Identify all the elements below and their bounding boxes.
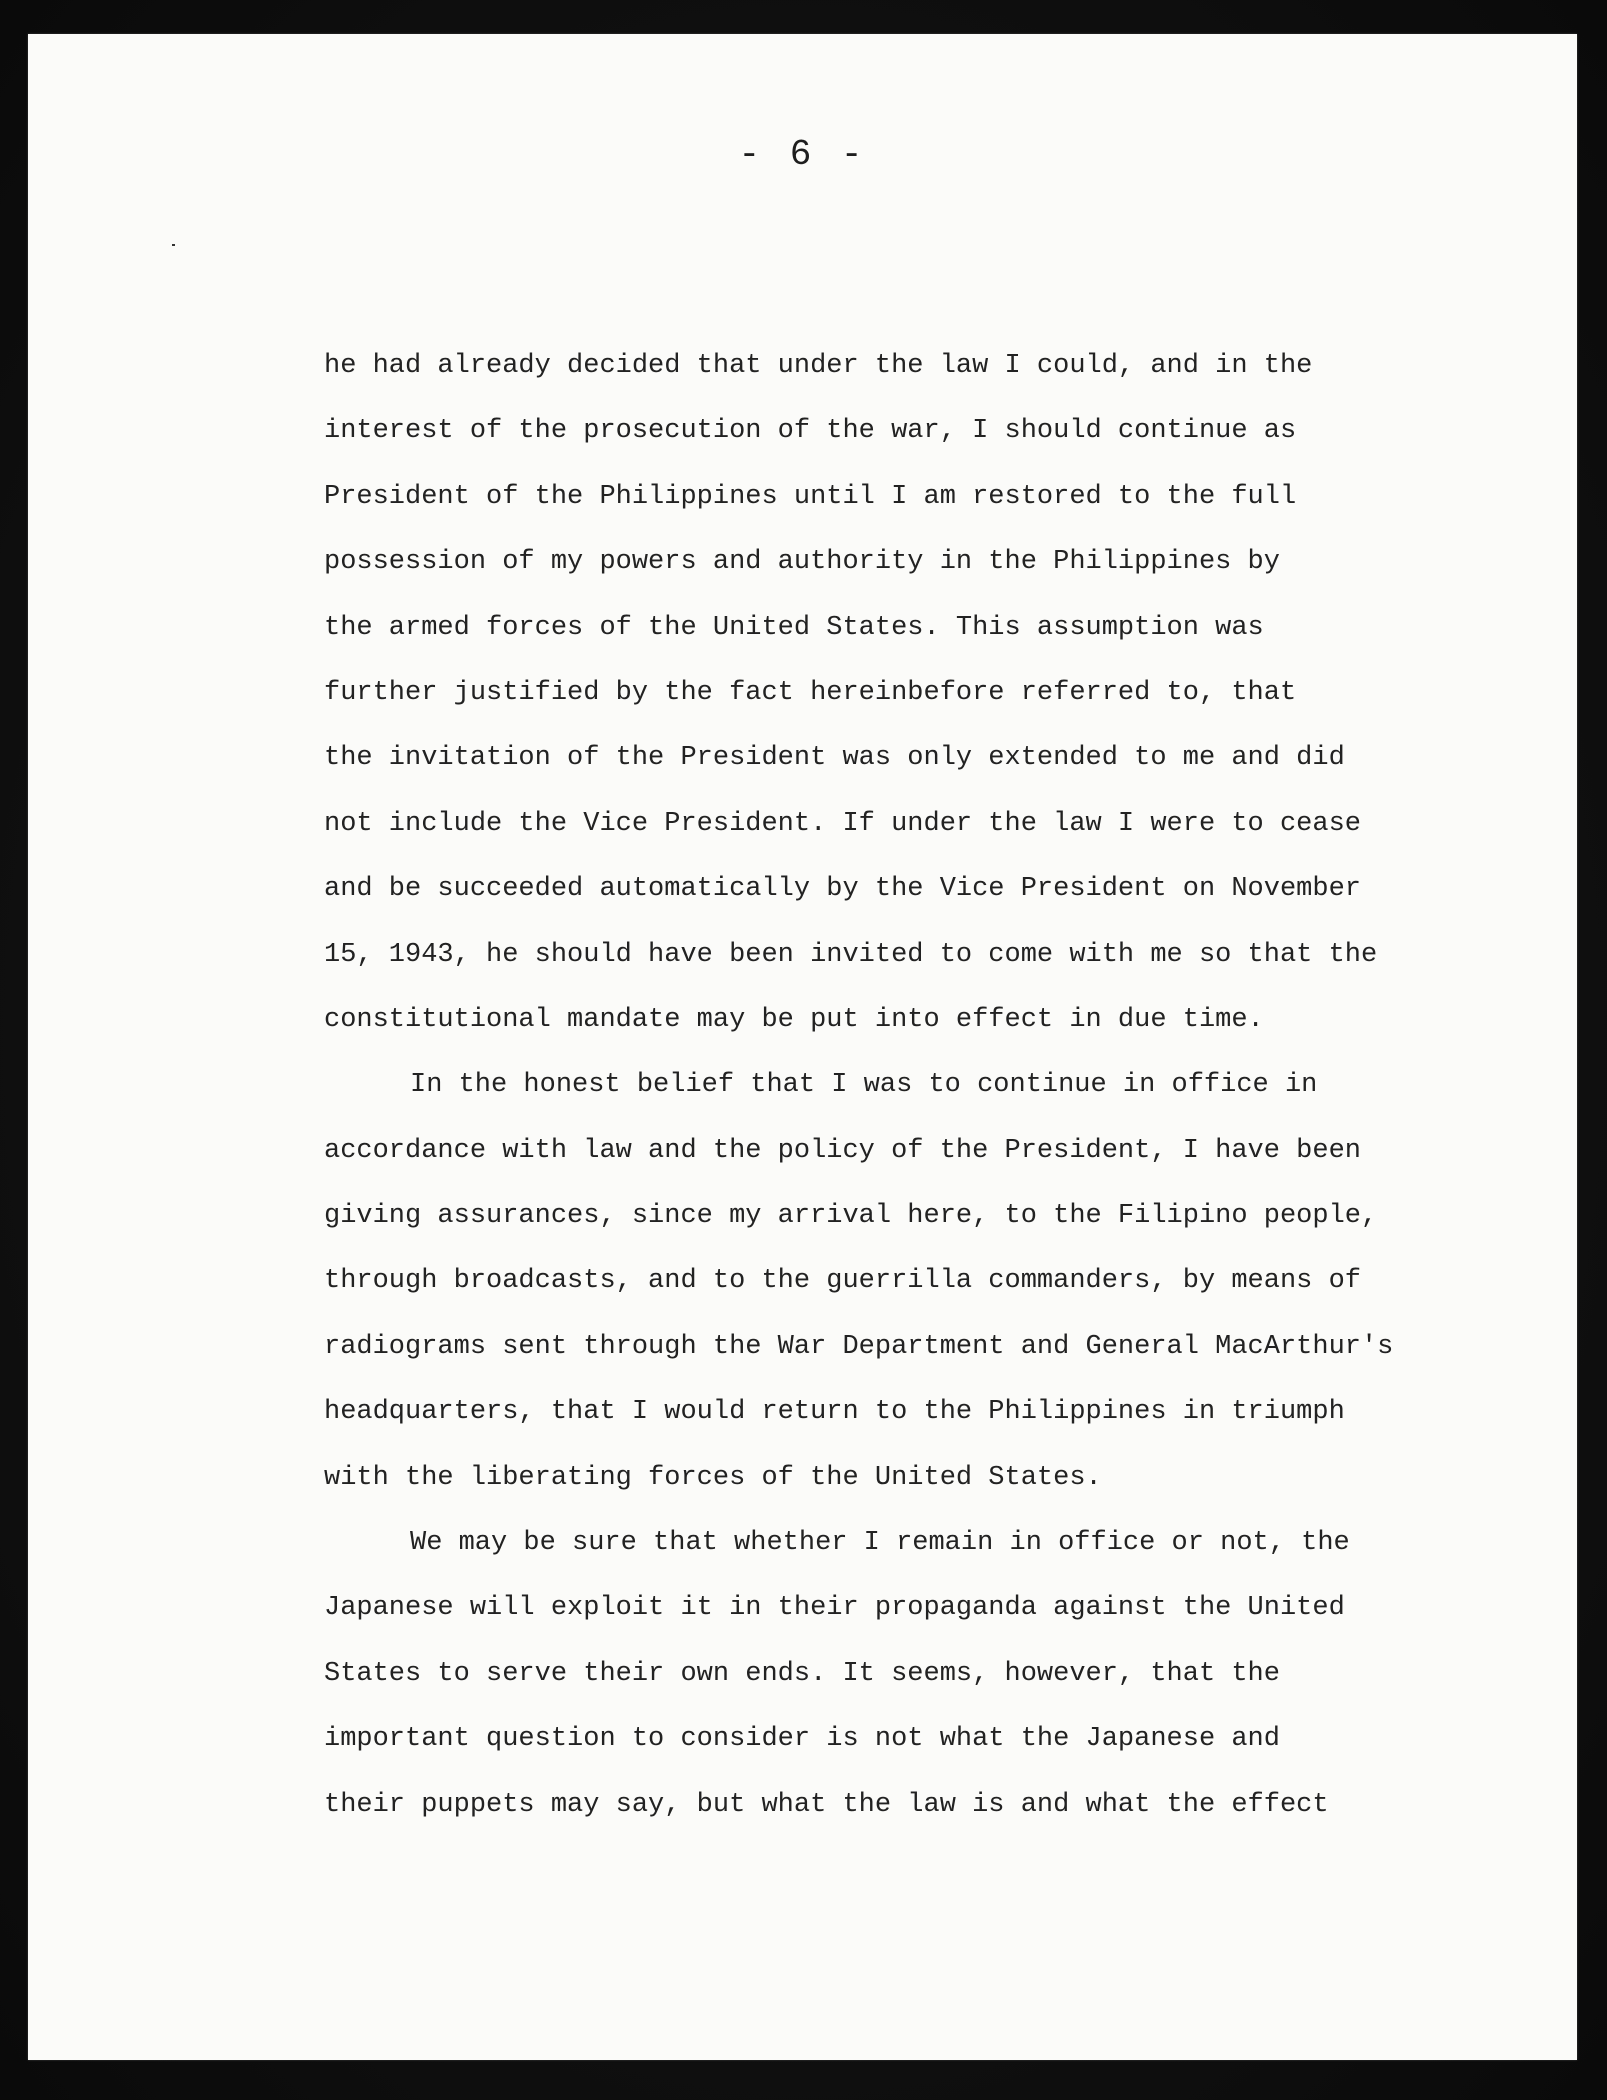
text-line: the armed forces of the United States. This assumption was <box>324 612 1264 643</box>
text-line: headquarters, that I would return to the Philippines in triumph <box>324 1397 1345 1428</box>
text-line: Japanese will exploit it in their propaganda against the United <box>324 1593 1345 1624</box>
text-line: their puppets may say, but what the law is and what the effect <box>324 1789 1329 1820</box>
text-line: radiograms sent through the War Department and General MacArthur's <box>324 1331 1394 1362</box>
document-page <box>28 34 1577 2060</box>
text-line: not include the Vice President. If under the law I were to cease <box>324 808 1361 839</box>
text-line: further justified by the fact hereinbefore referred to, that <box>324 677 1297 708</box>
text-line: constitutional mandate may be put into effect in due time. <box>324 1004 1264 1035</box>
text-line: with the liberating forces of the United States. <box>324 1462 1102 1493</box>
text-line: In the honest belief that I was to continue in office in <box>410 1070 1318 1101</box>
text-line: interest of the prosecution of the war, I should continue as <box>324 416 1297 447</box>
text-line: important question to consider is not what the Japanese and <box>324 1724 1280 1755</box>
text-line: President of the Philippines until I am restored to the full <box>324 481 1297 512</box>
text-line: through broadcasts, and to the guerrilla commanders, by means of <box>324 1266 1361 1297</box>
text-line: 15, 1943, he should have been invited to come with me so that the <box>324 939 1378 970</box>
text-line: giving assurances, since my arrival here, to the Filipino people, <box>324 1201 1378 1232</box>
text-line: possession of my powers and authority in the Philippines by <box>324 547 1280 578</box>
text-line: the invitation of the President was only extended to me and did <box>324 743 1345 774</box>
text-line: accordance with law and the policy of the President, I have been <box>324 1135 1361 1166</box>
text-line: he had already decided that under the law I could, and in the <box>324 351 1313 381</box>
text-line: States to serve their own ends. It seems, however, that the <box>324 1658 1280 1689</box>
page-number: - 6 - <box>738 134 867 175</box>
text-line: and be succeeded automatically by the Vice President on November <box>324 874 1361 905</box>
body-text <box>324 334 1444 1838</box>
scan-speck <box>172 244 175 246</box>
text-line: We may be sure that whether I remain in office or not, the <box>410 1528 1350 1559</box>
